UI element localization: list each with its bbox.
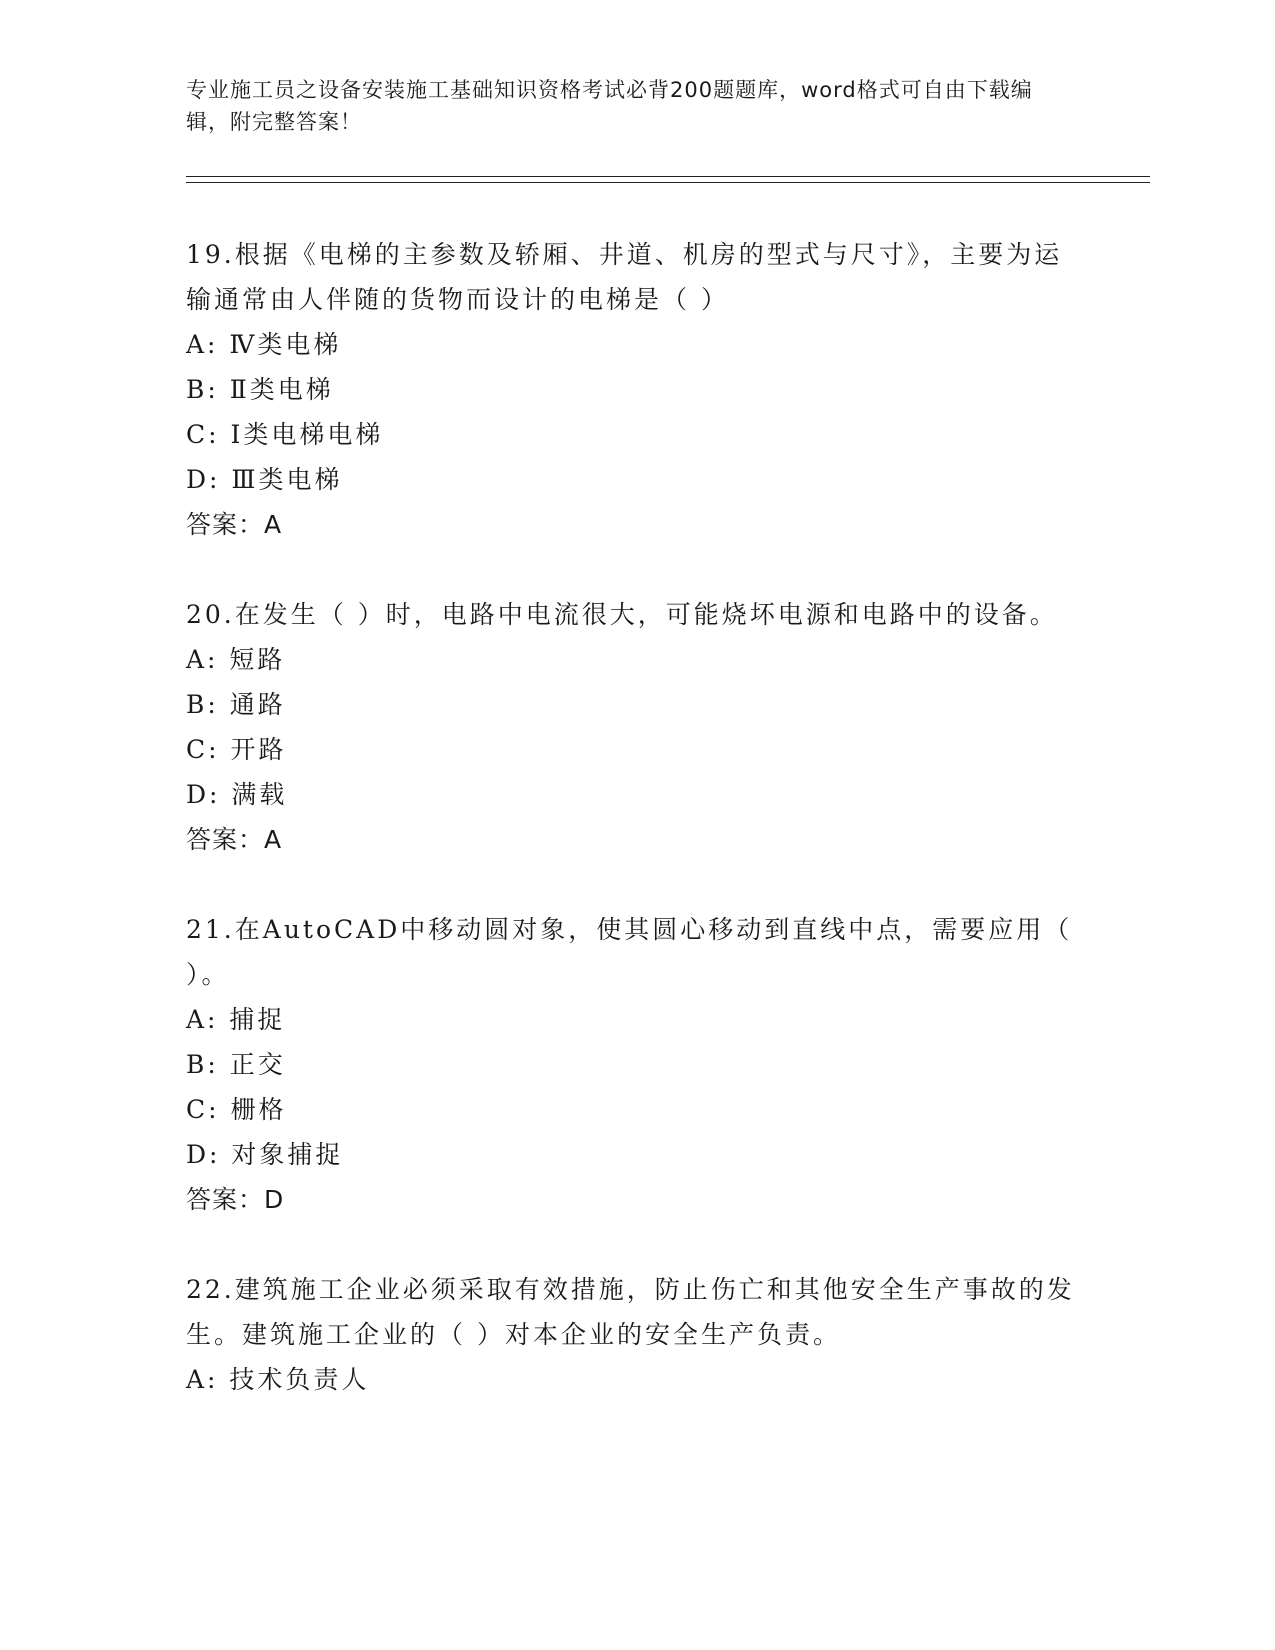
option-a: A: 技术负责人 — [186, 1365, 370, 1394]
option-d: D: 对象捕捉 — [186, 1140, 344, 1169]
answer-line: 答案：A — [186, 510, 283, 539]
option-c: C: 栅格 — [186, 1095, 287, 1124]
question-list — [186, 232, 1086, 1446]
answer-line: 答案：D — [186, 1185, 285, 1214]
option-a: A: 短路 — [186, 645, 286, 674]
question-stem: 20.在发生（ ）时，电路中电流很大，可能烧坏电源和电路中的设备。 — [186, 600, 1058, 629]
question-stem: 22.建筑施工企业必须采取有效措施，防止伤亡和其他安全生产事故的发生。建筑施工企业的（ ）对本企业的安全生产负责。 — [186, 1275, 1075, 1349]
question-19 — [186, 232, 1086, 548]
question-stem: 19.根据《电梯的主参数及轿厢、井道、机房的型式与尺寸》，主要为运输通常由人伴随的货物而设计的电梯是（ ） — [186, 240, 1063, 314]
option-c: C: 开路 — [186, 735, 287, 764]
header-rule-bottom — [186, 182, 1150, 183]
option-a: A: Ⅳ类电梯 — [186, 330, 342, 359]
option-b: B: Ⅱ类电梯 — [186, 375, 334, 404]
option-a: A: 捕捉 — [186, 1005, 286, 1034]
option-b: B: 正交 — [186, 1050, 286, 1079]
option-d: D: Ⅲ类电梯 — [186, 465, 343, 494]
option-c: C: Ⅰ类电梯电梯 — [186, 420, 384, 449]
question-22 — [186, 1267, 1086, 1402]
question-21 — [186, 907, 1086, 1223]
option-b: B: 通路 — [186, 690, 286, 719]
answer-line: 答案：A — [186, 825, 283, 854]
question-20 — [186, 592, 1086, 863]
question-stem: 21.在AutoCAD中移动圆对象，使其圆心移动到直线中点，需要应用（ ）。 — [186, 915, 1073, 989]
header-rule-top — [186, 176, 1150, 177]
document-header-title: 专业施工员之设备安装施工基础知识资格考试必背200题题库，word格式可自由下载编辑，附完整答案！ — [186, 78, 1033, 134]
option-d: D: 满载 — [186, 780, 288, 809]
